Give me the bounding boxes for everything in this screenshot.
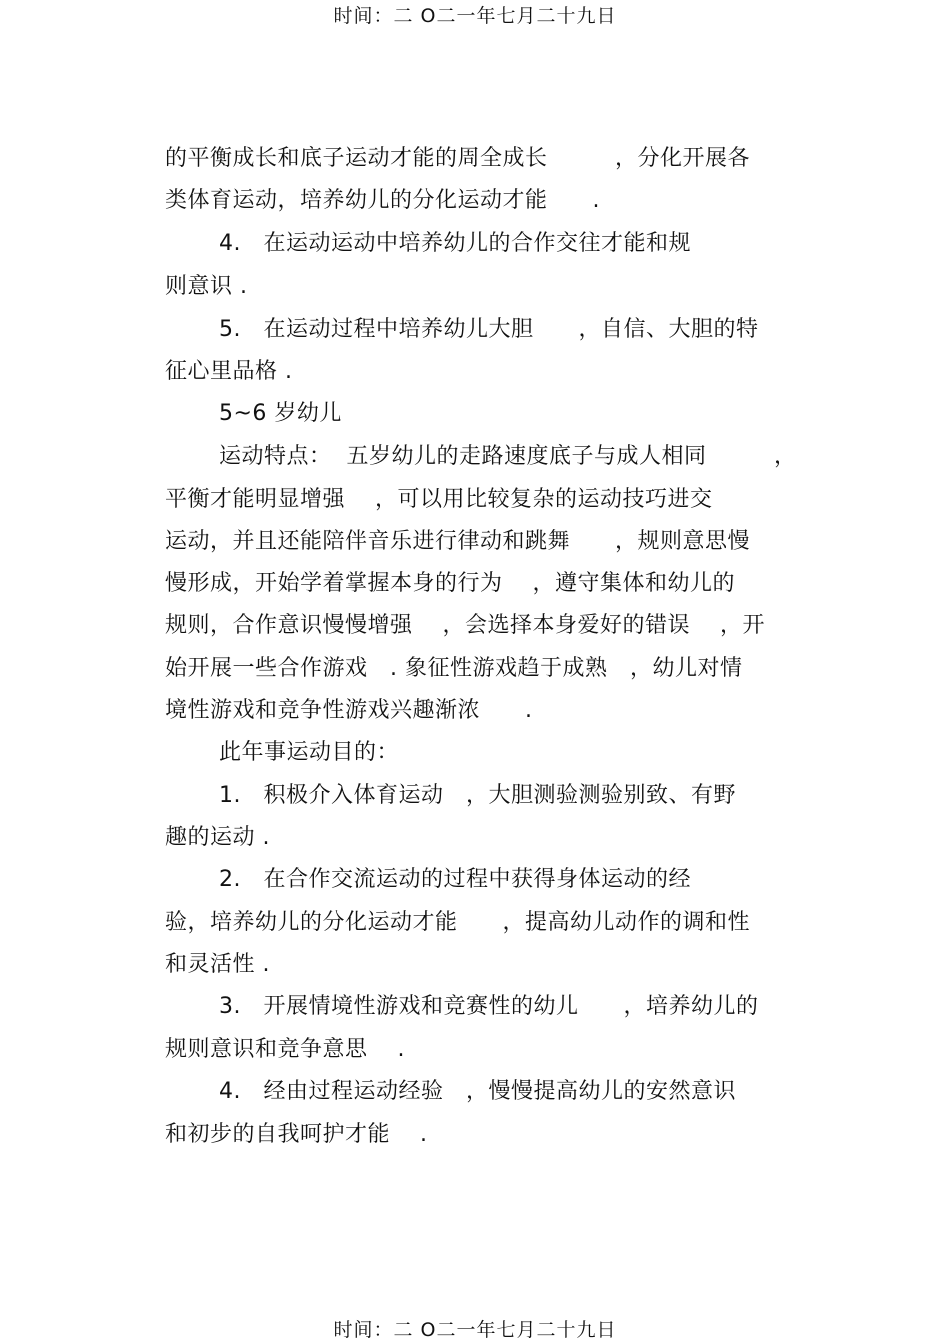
text-line: 和灵活性 .: [165, 952, 270, 977]
list-item-text: 4. 在运动运动中培养幼儿的合作交往才能和规: [219, 231, 691, 256]
page-header: 时间：二 O二一年七月二十九日: [333, 5, 617, 27]
text-line: 则意识 .: [165, 274, 248, 299]
list-item-text: 2. 在合作交流运动的过程中获得身体运动的经: [219, 867, 691, 892]
text-line: 的平衡成长和底子运动才能的周全成长 ，分化开展各: [165, 146, 751, 171]
text-line: 和初步的自我呵护才能 .: [165, 1122, 428, 1147]
text-line: 境性游戏和竞争性游戏兴趣渐浓 .: [165, 698, 533, 723]
text-line: 征心里品格 .: [165, 359, 293, 384]
text-line: 慢形成，开始学着掌握本身的行为 ，遵守集体和幼儿的: [165, 571, 735, 596]
section-heading: 此年事运动目的：: [219, 740, 400, 765]
page-footer: 时间：二 O二一年七月二十九日: [333, 1319, 617, 1341]
paragraph-start: 运动特点： 五岁幼儿的走路速度底子与成人相同 ，: [219, 444, 797, 469]
text-line: 验，培养幼儿的分化运动才能 ，提高幼儿动作的调和性: [165, 910, 751, 935]
list-item-text: 3. 开展情境性游戏和竞赛性的幼儿 ，培养幼儿的: [219, 994, 759, 1019]
text-line: 平衡才能明显增强 ，可以用比较复杂的运动技巧进交: [165, 487, 713, 512]
text-line: 规则，合作意识慢慢增强 ，会选择本身爱好的错误 ，开: [165, 613, 765, 638]
text-line: 趣的运动 .: [165, 825, 270, 850]
list-item-text: 5. 在运动过程中培养幼儿大胆 ，自信、大胆的特: [219, 317, 759, 342]
section-heading: 5~6 岁幼儿: [219, 401, 342, 426]
text-line: 类体育运动，培养幼儿的分化运动才能 .: [165, 188, 600, 213]
text-line: 运动，并且还能陪伴音乐进行律动和跳舞 ，规则意思慢: [165, 529, 751, 554]
text-line: 始开展一些合作游戏 . 象征性游戏趋于成熟 ，幼儿对情: [165, 656, 743, 681]
list-item-text: 4. 经由过程运动经验 ，慢慢提高幼儿的安然意识: [219, 1079, 736, 1104]
text-line: 规则意识和竞争意思 .: [165, 1037, 405, 1062]
list-item-text: 1. 积极介入体育运动 ，大胆测验测验别致、有野: [219, 783, 736, 808]
